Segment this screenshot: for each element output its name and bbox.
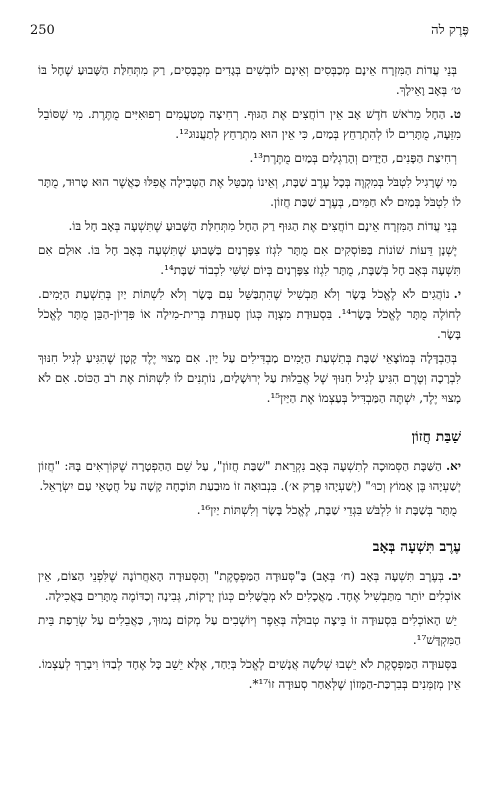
paragraph-text: בְּנֵי עֲדוֹת הַמִּזְרָח אֵינָם מְכַבְּסִים וְאֵינָם לוֹבְשִׁים בְּגָדִים מְכֻבָּסִים, רַק מִתְּחִלַּת הַשָּׁבוּעַ שֶׁחָל בּוֹ ט׳ בְּאָב וָאֵילָךְ. <box>38 63 461 97</box>
paragraph-text: בְּהַבְדָּלָה בְּמוֹצָאֵי שַׁבָּת בְּתִשְׁעַת הַיָּמִים מַבְדִּילִים עַל יַיִן. אִם מָצוּי יֶלֶד קָטָן שֶׁהִגִּיעַ לְגִיל חִנּוּךְ לִבְרָכָה וְטֶרֶם הִגִּיעַ לְגִיל חִנּוּךְ שֶׁל אֲבֵלוּת עַל יְרוּשָׁלַיִם, נוֹתְנִים לוֹ לִשְׁתּוֹת אֶת רֹב הַכּוֹס. אִם לֹא מָצוּי יֶלֶד, יִשְׁתֶּה הַמַּבְדִּיל בְּעַצְמוֹ אֶת הַיַּיִן¹⁵. <box>38 351 461 405</box>
section-heading: שַׁבַּת חֲזוֹן <box>411 429 461 445</box>
paragraph-number: ט. <box>449 107 461 121</box>
paragraph-number: י. <box>453 287 461 301</box>
paragraph-text: בְּנֵי עֲדוֹת הַמִּזְרָח אֵינָם רוֹחֲצִים אֶת הַגּוּף רַק הַחָל מִתְּחִלַּת הַשָּׁבוּעַ שֶׁתִּשְׁעָה בְּאָב חָל בּוֹ. <box>68 219 457 233</box>
paragraph <box>38 60 461 100</box>
paragraph <box>38 148 461 168</box>
paragraph <box>38 216 461 236</box>
paragraph <box>38 240 461 280</box>
chapter-title: פֶּרֶק לה <box>431 23 469 38</box>
paragraph-text: יֵשׁ הָאוֹכְלִים בִּסְעוּדָה זוֹ בֵּיצָה טְבוּלָה בְּאֵפֶר וְיוֹשְׁבִים עַל מְקוֹם נָמוּךְ, כַּאֲבֵלִים עַל שְׂרֵפַת בֵּית הַמִּקְדָּשׁ¹⁷. <box>38 613 461 647</box>
paragraph <box>38 172 461 212</box>
paragraph-text: רְחִיצַת הַפָּנִים, הַיָּדַיִם וְהָרַגְלַיִם בְּמַיִם מֻתֶּרֶת¹³. <box>249 151 457 165</box>
page-number: 250 <box>30 22 55 38</box>
page-body <box>38 60 461 796</box>
paragraph-text: הַחָל מֵרֹאשׁ חֹדֶשׁ אָב אֵין רוֹחֲצִים אֶת הַגּוּף. רְחִיצָה מְטַעֲמִים רְפוּאִיִּים מֻתֶּרֶת. מִי שֶׁסּוֹבֵל מִזֵּעָה, מֻתָּרִים לוֹ לְהִתְרַחֵץ בְּמַיִם, כִּי אֵין הוּא מִתְרַחֵץ לְתַעֲנוּג¹². <box>38 107 461 141</box>
paragraph <box>38 284 461 344</box>
paragraph-number: יב. <box>447 569 461 583</box>
paragraph <box>38 104 461 144</box>
paragraph-text: יֶשְׁנָן דֵּעוֹת שׁוֹנוֹת בַּפּוֹסְקִים אִם מֻתָּר לִגְזֹז צִפָּרְנַיִם בַּשָּׁבוּעַ שֶׁתִּשְׁעָה בְּאָב חָל בּוֹ. אוּלָם אִם תִּשְׁעָה בְּאָב חָל בְּשַׁבָּת, מֻתָּר לִגְזֹז צִפָּרְנַיִם בְּיוֹם שִׁשִּׁי לִכְבוֹד שַׁבָּת¹⁴. <box>38 243 461 277</box>
paragraph <box>38 654 461 694</box>
paragraph-text: בְּעֶרֶב תִּשְׁעָה בְּאָב (ח׳ בְּאָב) בַּ"סְּעוּדָה הַמַּפְסֶקֶת" וְהַסְּעוּדָה הָאַחֲרוֹנָה שֶׁלִּפְנֵי הַצּוֹם, אֵין אוֹכְלִים יוֹתֵר מִתַּבְשִׁיל אֶחָד. מַאֲכָלִים לֹא מְבֻשָּׁלִים כְּגוֹן יְרָקוֹת, גְּבִינָה וְכַדּוֹמֶה מֻתָּרִים בַּאֲכִילָה. <box>38 569 461 603</box>
paragraph <box>38 566 461 606</box>
paragraph <box>38 348 461 408</box>
running-header <box>30 20 469 40</box>
paragraph <box>38 456 461 496</box>
paragraph <box>38 610 461 650</box>
paragraph-text: בַּסְּעוּדָה הַמַּפְסֶקֶת לֹא יֵשְׁבוּ שְׁלֹשָׁה אֲנָשִׁים לֶאֱכֹל בְּיַחַד, אֶלָּא יֵשֵׁב כָּל אֶחָד לְבַדּוֹ וִיבָרֵךְ לְעַצְמוֹ. אֵין מְזַמְּנִים בְּבִרְכַּת-הַמָּזוֹן שֶׁלְּאַחַר סְעוּדָה זוֹ¹⁷*. <box>38 657 461 691</box>
paragraph-text: מִי שֶׁרָגִיל לִטְבֹּל בְּמִקְוֶה בְּכָל עֶרֶב שַׁבָּת, וְאֵינוֹ מְבַטֵּל אֶת הַטְּבִילָה אֲפִלּוּ כַּאֲשֶׁר הוּא טָרוּד, מֻתָּר לוֹ לִטְבֹּל בְּמַיִם לֹא חַמִּים, בְּעֶרֶב שַׁבַּת חֲזוֹן. <box>38 175 461 209</box>
paragraph-text: מֻתָּר בְּשַׁבָּת זוֹ לִלְבֹּשׁ בִּגְדֵי שַׁבָּת, לֶאֱכֹל בָּשָׂר וְלִשְׁתּוֹת יַיִן¹⁶. <box>196 503 457 517</box>
paragraph-number: יא. <box>445 459 461 473</box>
paragraph-text: נוֹהֲגִים לֹא לֶאֱכֹל בָּשָׂר וְלֹא תַּבְשִׁיל שֶׁהִתְבַּשֵּׁל עִם בָּשָׂר וְלֹא לִשְׁתּוֹת יַיִן בְּתִשְׁעַת הַיָּמִים. לְחוֹלֶה מֻתָּר לֶאֱכֹל בָּשָׂר¹⁴. בִּסְעוּדַת מִצְוָה כְּגוֹן סְעוּדַת בְּרִית-מִילָה אוֹ פִּדְיוֹן-הַבֵּן מֻתָּר לֶאֱכֹל בָּשָׂר. <box>38 287 461 341</box>
section-heading: עֶרֶב תִּשְׁעָה בְּאָב <box>372 539 461 555</box>
paragraph <box>38 500 461 520</box>
paragraph-text: הַשַּׁבָּת הַסְּמוּכָה לְתִשְׁעָה בְּאָב נִקְרֵאת "שַׁבַּת חֲזוֹן", עַל שֵׁם הַהַפְטָרָה שֶׁקּוֹרְאִים בָּהּ: "חֲזוֹן יְשַׁעְיָהוּ בֶּן אָמוֹץ וְכוּ׳" (יְשַׁעְיָהוּ פֶּרֶק א׳). בִּנְבוּאָה זוֹ מוּבַעַת תּוֹכָחָה קָשָׁה עַל חֲטָאֵי עַם יִשְׂרָאֵל. <box>38 459 461 493</box>
